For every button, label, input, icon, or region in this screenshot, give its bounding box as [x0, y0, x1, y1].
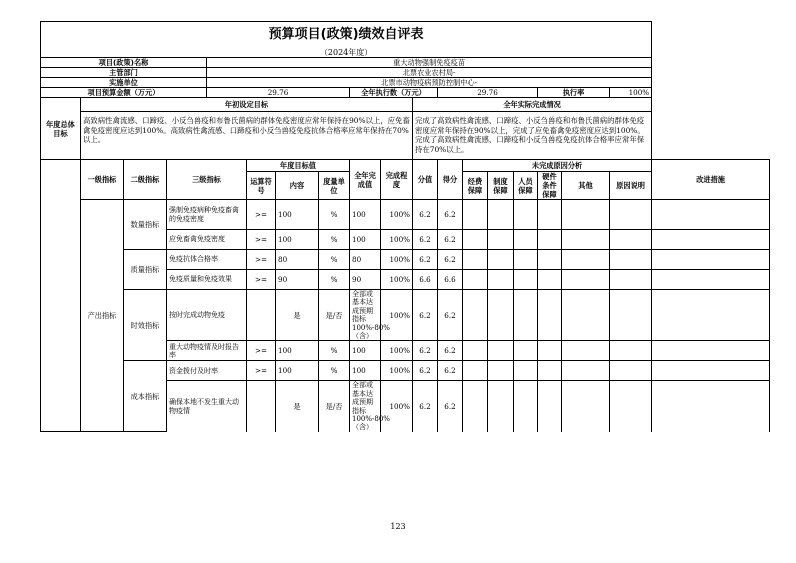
header-got: 得分 — [438, 160, 463, 200]
table-row — [41, 290, 770, 341]
form-title: 预算项目(政策)绩效自评表 — [41, 22, 652, 48]
header-reason-hardware: 硬件条件保障 — [538, 172, 562, 200]
indicator-content: 是 — [276, 381, 319, 432]
evaluation-table — [40, 21, 770, 432]
project-name-label: 项目(政策)名称 — [41, 58, 207, 68]
indicator-op: >= — [247, 270, 276, 290]
indicator-annual: 100 — [350, 341, 381, 361]
header-degree: 完成程度 — [381, 160, 413, 200]
indicator-annual: 100 — [350, 200, 381, 230]
indicator-degree: 100% — [381, 341, 413, 361]
indicator-degree: 100% — [381, 361, 413, 381]
table-row — [41, 361, 770, 381]
indicator-annual: 80 — [350, 250, 381, 270]
header-annual: 全年完成值 — [350, 160, 381, 200]
actual-goal-text: 完成了高致病性禽流感、口蹄疫、小反刍兽疫和布鲁氏菌病的群体免疫密度应常年保持在90%以上，完成了应免畜禽免疫密度应达到100%。完成了高致病性禽流感、口蹄疫和小反刍兽疫免疫抗体合格率应常年保持在70%以上。 — [413, 112, 652, 160]
goal-side-label: 年度总体目标 — [41, 98, 81, 160]
initial-goal-header: 年初设定目标 — [81, 98, 413, 112]
indicator-got: 6.2 — [438, 361, 463, 381]
budget-label: 项目预算金额（万元） — [41, 88, 207, 98]
group-cost: 成本指标 — [124, 361, 167, 432]
indicator-op — [247, 381, 276, 432]
indicator-score: 6.2 — [413, 250, 438, 270]
indicator-got: 6.2 — [438, 290, 463, 341]
indicator-op: >= — [247, 230, 276, 250]
indicator-name: 按时完成动物免疫 — [167, 290, 247, 341]
indicator-degree: 100% — [381, 381, 413, 432]
budget-value: 29.76 — [207, 88, 350, 98]
header-unit: 度量单位 — [319, 172, 350, 200]
header-reason-system: 制度保障 — [488, 172, 514, 200]
indicator-op: >= — [247, 341, 276, 361]
indicator-content: 80 — [276, 250, 319, 270]
indicator-score: 6.2 — [413, 361, 438, 381]
indicator-op: >= — [247, 250, 276, 270]
header-lvl2: 二级指标 — [124, 160, 167, 200]
indicator-content: 100 — [276, 230, 319, 250]
indicator-got: 6.6 — [438, 270, 463, 290]
project-name-value: 重大动物强制免疫疫苗 — [207, 58, 652, 68]
indicator-content: 100 — [276, 341, 319, 361]
header-reason-other: 其他 — [562, 172, 610, 200]
indicator-name: 重大动物疫情及时报告率 — [167, 341, 247, 361]
group-quantity: 数量指标 — [124, 200, 167, 250]
indicator-unit: % — [319, 230, 350, 250]
indicator-unit: % — [319, 341, 350, 361]
indicator-unit: 是/否 — [319, 290, 350, 341]
header-reason-group: 未完成原因分析 — [463, 160, 652, 172]
evaluation-form — [40, 21, 770, 432]
page-number: 123 — [390, 522, 406, 531]
indicator-score: 6.2 — [413, 200, 438, 230]
dept-value: 北票农业农村局- — [207, 68, 652, 78]
form-year: （2024年度） — [41, 47, 652, 58]
header-score: 分值 — [413, 160, 438, 200]
header-lvl3: 三级指标 — [167, 160, 247, 200]
indicator-unit: % — [319, 361, 350, 381]
indicator-content: 100 — [276, 361, 319, 381]
actual-goal-header: 全年实际完成情况 — [413, 98, 652, 112]
indicator-got: 6.2 — [438, 381, 463, 432]
unit-value: 北票市动物疫病预防控制中心- — [207, 78, 652, 88]
indicator-annual: 全部或基本达成预期指标100%-80%（含） — [350, 381, 381, 432]
dept-label: 主管部门 — [41, 68, 207, 78]
exec-value: 29.76 — [438, 88, 538, 98]
indicator-name: 免疫抗体合格率 — [167, 250, 247, 270]
table-row — [41, 250, 770, 270]
table-row — [41, 200, 770, 230]
indicator-annual: 全部或基本达成预期指标100%-80%（含） — [350, 290, 381, 341]
rate-value: 100% — [610, 88, 652, 98]
indicator-name: 应免畜禽免疫密度 — [167, 230, 247, 250]
indicator-unit: % — [319, 200, 350, 230]
indicator-degree: 100% — [381, 200, 413, 230]
indicator-unit: % — [319, 270, 350, 290]
indicator-annual: 90 — [350, 270, 381, 290]
indicator-op: >= — [247, 361, 276, 381]
indicator-annual: 100 — [350, 361, 381, 381]
header-reason-explain: 原因说明 — [610, 172, 652, 200]
indicator-got: 6.2 — [438, 341, 463, 361]
indicator-unit: % — [319, 250, 350, 270]
indicator-degree: 100% — [381, 250, 413, 270]
header-measure: 改进措施 — [652, 160, 770, 200]
indicator-op: >= — [247, 200, 276, 230]
indicator-content: 是 — [276, 290, 319, 341]
indicator-content: 100 — [276, 200, 319, 230]
indicator-op — [247, 290, 276, 341]
lvl1-output: 产出指标 — [81, 200, 124, 432]
group-time: 时效指标 — [124, 290, 167, 361]
left-blank-column — [41, 160, 81, 432]
header-op: 运算符号 — [247, 172, 276, 200]
exec-label: 全年执行数（万元） — [350, 88, 438, 98]
indicator-name: 强制免疫病种免疫畜禽的免疫密度 — [167, 200, 247, 230]
indicator-got: 6.2 — [438, 250, 463, 270]
header-target-group: 年度目标值 — [247, 160, 350, 172]
indicator-name: 资金拨付及时率 — [167, 361, 247, 381]
indicator-score: 6.2 — [413, 230, 438, 250]
header-lvl1: 一级指标 — [81, 160, 124, 200]
header-reason-funding: 经费保障 — [463, 172, 488, 200]
rate-label: 执行率 — [538, 88, 610, 98]
indicator-unit: 是/否 — [319, 381, 350, 432]
initial-goal-text: 高致病性禽流感、口蹄疫、小反刍兽疫和布鲁氏菌病的群体免疫密度应常年保持在90%以上，应免畜禽免疫密度应达到100%。高致病性禽流感、口蹄疫和小反刍兽疫免疫抗体合格率应常年保持在70%以上。 — [81, 112, 413, 160]
indicator-degree: 100% — [381, 290, 413, 341]
indicator-score: 6.2 — [413, 341, 438, 361]
unit-label: 实施单位 — [41, 78, 207, 88]
indicator-name: 确保本地不发生重大动物疫情 — [167, 381, 247, 432]
header-content: 内容 — [276, 172, 319, 200]
indicator-score: 6.2 — [413, 290, 438, 341]
indicator-degree: 100% — [381, 270, 413, 290]
indicator-degree: 100% — [381, 230, 413, 250]
indicator-content: 90 — [276, 270, 319, 290]
indicator-got: 6.2 — [438, 230, 463, 250]
indicator-got: 6.2 — [438, 200, 463, 230]
indicator-score: 6.2 — [413, 381, 438, 432]
header-reason-staff: 人员保障 — [514, 172, 538, 200]
indicator-name: 免疫质量和免疫效果 — [167, 270, 247, 290]
indicator-score: 6.6 — [413, 270, 438, 290]
indicator-annual: 100 — [350, 230, 381, 250]
group-quality: 质量指标 — [124, 250, 167, 290]
